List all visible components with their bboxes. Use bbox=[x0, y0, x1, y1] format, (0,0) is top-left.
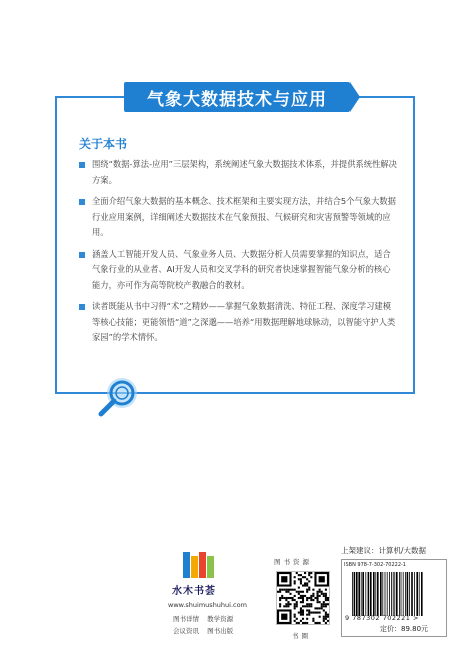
price: 定价：89.80元 bbox=[380, 625, 429, 633]
publisher-links bbox=[173, 613, 239, 637]
feature-item: 全面介绍气象大数据的基本概念、技术框架和主要实现方法，并结合5个气象大数据行业应用案例，详细阐述大数据技术在气象预报、气候研究和灾害预警等领域的应用。 bbox=[79, 194, 397, 241]
feature-item: 围绕“数据-算法-应用”三层架构，系统阐述气象大数据技术体系，并提供系统性解决方案。 bbox=[79, 157, 397, 188]
barcode bbox=[352, 572, 424, 616]
magnifier-icon bbox=[95, 375, 141, 421]
feature-list bbox=[79, 157, 397, 352]
section-heading: 关于本书 bbox=[79, 137, 128, 151]
shelf-category: 上架建议：计算机/大数据 bbox=[341, 546, 427, 555]
isbn-text: ISBN 978-7-302-70222-1 bbox=[344, 562, 406, 568]
barcode-digits: 9 787302 702221 > bbox=[345, 614, 419, 622]
link-teaching-resources[interactable]: 教学资源 bbox=[207, 615, 234, 623]
publisher-logo bbox=[183, 548, 217, 578]
publisher-name: 水木书荟 bbox=[172, 586, 216, 597]
link-meeting-news[interactable]: 会议资讯 bbox=[173, 627, 199, 635]
qr-code[interactable] bbox=[276, 571, 330, 625]
publisher-url[interactable]: www.shuimushuhui.com bbox=[168, 601, 247, 609]
link-book-publishing[interactable]: 图书出版 bbox=[207, 627, 234, 635]
qr-label-top: 图书资源 bbox=[274, 558, 312, 566]
feature-item: 涵盖人工智能开发人员、气象业务人员、大数据分析人员需要掌握的知识点，适合气象行业的从业者、AI开发人员和交叉学科的研究者快速掌握智能气象分析的核心能力，亦可作为高等院校产教融合的教材。 bbox=[79, 247, 397, 294]
book-title: 气象大数据技术与应用 bbox=[124, 82, 350, 112]
link-book-details[interactable]: 图书详情 bbox=[173, 615, 199, 623]
feature-item: 读者既能从书中习得“术”之精妙——掌握气象数据清洗、特征工程、深度学习建模等核心技能；更能领悟“道”之深邈——培养“用数据理解地球脉动，以智能守护人类家园”的学术情怀。 bbox=[79, 299, 397, 346]
qr-label-bottom: 书圈 bbox=[292, 632, 311, 640]
